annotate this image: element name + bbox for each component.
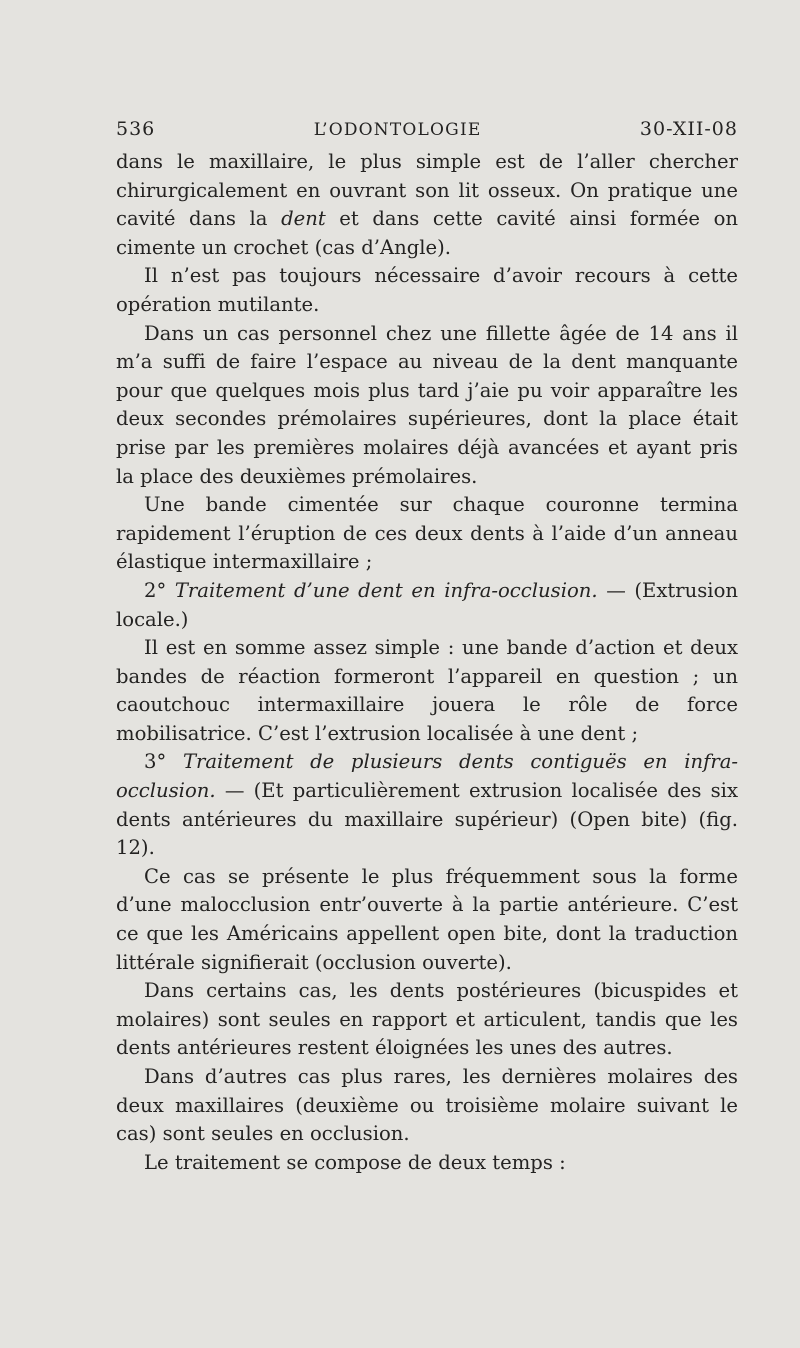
paragraph-5: Il est en somme assez simple : une bande d’action et deux bandes de réaction formeront l’appareil en question ; un caoutchouc intermaxillaire jouera le rôle de force mobilisatrice. C’est l’extrusion localisée à une dent ; (116, 636, 738, 745)
book-page (116, 118, 738, 1177)
section-3-subtitle: — (Et particulièrement extrusion localisée des six dents antérieures du maxillaire supérieur) (Open bite) (fig. 12). (116, 779, 738, 860)
paragraph-6: Ce cas se présente le plus fréquemment sous la forme d’une malocclusion entr’ouverte à la partie antérieure. C’est ce que les Américains appellent open bite, dont la traduction littérale signifierait (occlusion ouverte). (116, 864, 738, 974)
section-2-subtitle: — (Extrusion locale.) (116, 578, 738, 631)
journal-title: L’ODONTOLOGIE (313, 120, 482, 140)
paragraph-9: Le traitement se compose de deux temps : (144, 1150, 566, 1174)
paragraph-1-text: dans le maxillaire, le plus simple est de l’aller chercher chirurgicalement en ouvrant son lit osseux. On pratique une cavité dans la (116, 150, 738, 231)
paragraph-1 (116, 148, 738, 262)
running-header (116, 118, 738, 140)
section-3-heading (116, 748, 738, 862)
section-3-number: 3° (144, 750, 167, 774)
section-3-title: Traitement de plusieurs dents contiguës en infra-occlusion. (116, 750, 739, 803)
issue-date: 30-XII-08 (639, 118, 738, 140)
paragraph-8: Dans d’autres cas plus rares, les dernières molaires des deux maxillaires (deuxième ou troisième molaire suivant le cas) sont seules en occlusion. (116, 1065, 738, 1146)
section-2-heading (116, 577, 738, 634)
paragraph-3: Dans un cas personnel chez une fillette âgée de 14 ans il m’a suffi de faire l’espace au niveau de la dent manquante pour que quelques mois plus tard j’aie pu voir apparaître les deux secondes prémolaires supérieures, dont la place était prise par les premières molaires déjà avancées et ayant pris la place des deuxièmes prémolaires. (116, 321, 738, 488)
page-number: 536 (116, 118, 156, 140)
section-2-title: Traitement d’une dent en infra-occlusion. (174, 578, 598, 602)
paragraph-4: Une bande cimentée sur chaque couronne termina rapidement l’éruption de ces deux dents à l’aide d’un anneau élastique intermaxillaire ; (116, 493, 738, 574)
paragraph-1-italic: dent (281, 207, 326, 231)
paragraph-7: Dans certains cas, les dents postérieures (bicuspides et molaires) sont seules en rapport et articulent, tandis que les dents antérieures restent éloignées les unes des autres. (116, 979, 738, 1060)
section-2-number: 2° (144, 578, 167, 602)
paragraph-2: Il n’est pas toujours nécessaire d’avoir recours à cette opération mutilante. (116, 264, 738, 316)
paragraph-1-end: et dans cette cavité ainsi formée on cimente un crochet (cas d’Angle). (116, 207, 739, 259)
